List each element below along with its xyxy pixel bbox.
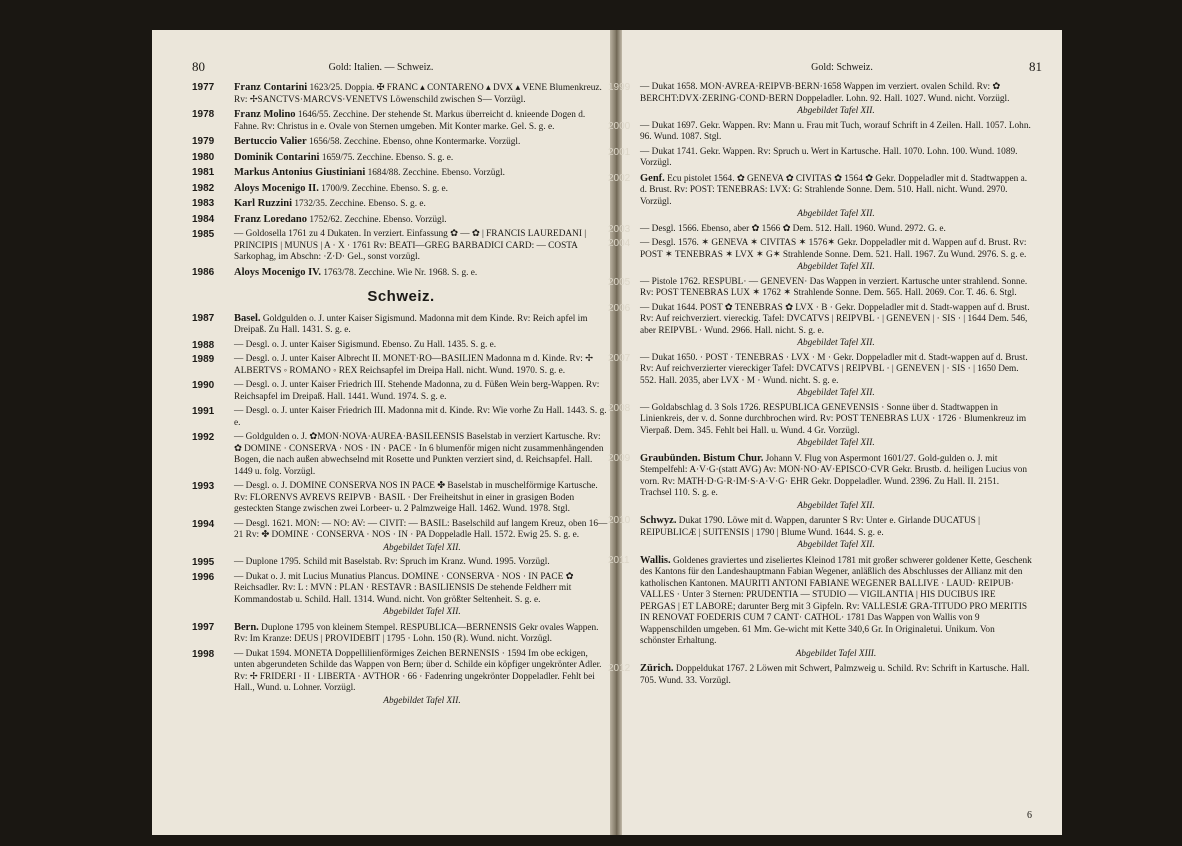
entry-text: — Goldgulden o. J. ✿MON·NOVA·AUREA·BASILEENSIS Baselstab in verziert Kartusche. Rv: ✿ DOMINE · CONSERVA · NOS · IN · PACE · In 6 blumenför migen nicht zusammenhängenden Bogen, die nach außen abwechselnd mit Rosette und Punkten verziert sind, d. Reichsapfel. Hall. 1449 u. folg. Vorzügl. — [234, 432, 604, 477]
plate-reference: Abgebildet Tafel XII. — [797, 106, 875, 116]
running-head-right — [622, 59, 1062, 78]
lot-number: 1981 — [192, 167, 215, 178]
entry-heading: Franz Contarini — [234, 82, 308, 93]
catalog-entry — [192, 313, 610, 337]
entry-text: — Desgl. o. J. unter Kaiser Friedrich III. Madonna mit d. Kinde. Rv: Wie vorhe Zu Hall. 1443. S. g. e. — [234, 406, 607, 428]
entry-heading: Aloys Mocenigo IV. — [234, 266, 322, 278]
entry-text: — Goldosella 1761 zu 4 Dukaten. In verziert. Einfassung ✿ — ✿ | FRANCIS LAUREDANI | PRINCIPIS | MUNUS | A · X · 1761 Rv: BEATI—GREG BARBADICI CARD: — COSTA Sarkophag, im Abschn: ·Z·D· Gel., sonst vorzügl. — [234, 229, 587, 262]
lot-number: 1982 — [192, 182, 215, 194]
lot-number: 2005 — [608, 276, 631, 288]
plate-reference: Abgebildet Tafel XIII. — [795, 648, 877, 659]
catalog-entry — [192, 557, 610, 569]
entry-text: — Goldabschlag d. 3 Sols 1726. RESPUBLICA GENEVENSIS · Sonne über d. Stadtwappen in Linienkreis, der v. d. Sonne durchbrochen wird. Rv: POST TENEBRAS LUX · 1726 · Blumenkreuz im Vierpaß. Dem. 345. Fehlt bei Hall. u. Wund. 4 Gr. Vorzügl. — [640, 402, 1027, 436]
lot-number: 2003 — [608, 223, 631, 235]
catalog-entry — [192, 214, 610, 227]
entry-text: — Dukat 1658. MON·AVREA·REIPVB·BERN·1658 Wappen im verziert. ovalen Schild. Rv: ✿ BERCHT:DVX·ZERING·COND·BERN Doppeladler. Lohn. 92. Hall. 1027. Wund. nicht. Vorzügl. — [640, 82, 1010, 104]
lot-number: 1996 — [192, 571, 215, 583]
entry-text: — Desgl. 1621. MON: — NO: AV: — CIVIT: — BASIL: Baselschild auf langem Kreuz, oben 16—21 Rv: ✤ DOMINE · CONSERVA · NOS · IN · PA Doppeladle Hall. 1572. Ewig 25. S. g. e. — [234, 518, 608, 540]
entry-text: — Desgl. 1576. ✶ GENEVA ✶ CIVITAS ✶ 1576✶ Gekr. Doppeladler mit d. Wappen auf d. Brust. Rv: POST ✶ TENEBRAS ✶ LVX ✶ G✶ Strahlende Sonne. Dem. 521. Hall. 1967. Zu Wund. 2976. S. g. e. — [640, 238, 1027, 260]
catalog-entry — [608, 402, 1032, 450]
entry-text: — Duplone 1795. Schild mit Baselstab. Rv: Spruch im Kranz. Wund. 1995. Vorzügl. — [234, 557, 550, 567]
entry-heading: Aloys Mocenigo II. — [234, 182, 319, 194]
entry-text: Duplone 1795 von kleinem Stempel. RESPUBLICA—BERNENSIS Gekr ovales Wappen. Rv: Im Kranze: DEUS | PROVIDEBIT | 1795 · Lohn. 150 (R). Wund. nicht. Vorzügl. — [234, 622, 599, 644]
entry-text: 1684/88. Zecchine. Ebenso. Vorzügl. — [367, 168, 505, 178]
plate-reference: Abgebildet Tafel XII. — [797, 338, 875, 348]
catalog-entry — [192, 109, 610, 133]
lot-number: 1989 — [192, 354, 215, 365]
entry-text: — Dukat 1650. · POST · TENEBRAS · LVX · M · Gekr. Doppeladler mit d. Stadt-wappen auf d. Brust. Rv: Auf reichverzierter viereckiger Tafel: DVCATVS | REIPVBL · | GENEVEN | · SIS · | 1650 Dem. 552. Hall. 2035, aber LVX · M · Wund. nicht. S. g. e. — [640, 352, 1028, 386]
entry-text: — Desgl. o. J. unter Kaiser Albrecht II. MONET·RO—BASILIEN Madonna m d. Kinde. Rv: ✢ ALBERTVS ◦ ROMANO ◦ REX Reichsapfel im Dreipa Hall. nicht. Wund. 1970. S. g. e. — [234, 354, 593, 376]
entry-text: — Dukat o. J. mit Lucius Munatius Plancus. DOMINE · CONSERVA · NOS · IN PACE ✿ Reichsadler. Rv: L : MVN : PLAN · RESTAVR : BASILIENSIS De stehende Feldherr mit Kommandostab u. Schild. Hall. 1314. Wund. nicht. Von größter Seltenheit. S. g. e. — [234, 571, 574, 605]
lot-number: 1999 — [608, 82, 631, 93]
page-number-right: 81 — [1029, 59, 1042, 74]
catalog-entry — [192, 183, 610, 196]
plate-reference: Abgebildet Tafel XII. — [383, 607, 461, 617]
entry-text: 1646/55. Zecchine. Der stehende St. Markus überreicht d. knieende Dogen d. Fahne. Rv: Christus in e. Ovale von Sternen umgeben. Mit Konter marke. Gel. S. g. e. — [234, 110, 586, 132]
lot-number: 1988 — [192, 339, 215, 351]
catalog-entry — [192, 380, 610, 403]
running-head-title-right: Gold: Schweiz. — [811, 62, 873, 73]
catalog-entry — [608, 276, 1032, 300]
catalog-entry — [192, 198, 610, 211]
plate-reference: Abgebildet Tafel XII. — [797, 262, 875, 272]
entry-heading: Markus Antonius Giustiniani — [234, 167, 366, 178]
entry-heading: Graubünden. Bistum Chur. — [640, 452, 764, 464]
entry-text: 1732/35. Zecchine. Ebenso. S. g. e. — [294, 199, 426, 209]
catalog-entry — [608, 452, 1032, 513]
lot-number: 1977 — [192, 82, 215, 93]
entry-text: — Pistole 1762. RESPUBL· — GENEVEN· Das Wappen in verziert. Kartusche unter strahlend. Sonne. Rv: POST TENEBRAS LUX ✶ 1762 ✶ Strahlende Sonne. Dem. 565. Hall. 2069. Cor. T. 46. 6. Stgl. — [640, 276, 1028, 298]
book-spread — [152, 30, 1062, 835]
plate-reference: Abgebildet Tafel XII. — [383, 695, 461, 706]
catalog-entry — [192, 82, 610, 106]
lot-number: 1994 — [192, 518, 215, 530]
entry-heading: Wallis. — [640, 554, 671, 566]
entry-heading: Karl Ruzzini — [234, 198, 293, 209]
section-title: Schweiz. — [367, 288, 435, 305]
catalog-entry — [608, 146, 1032, 170]
entry-text: Goldgulden o. J. unter Kaiser Sigismund. Madonna mit dem Kinde. Rv: Reich apfel im Dreipaß. Zu Hall. 1431. S. g. e. — [234, 313, 588, 335]
entry-text: 1763/78. Zecchine. Wie Nr. 1968. S. g. e. — [323, 267, 478, 278]
entry-text: — Dukat 1741. Gekr. Wappen. Rv: Spruch u. Wert in Kartusche. Hall. 1070. Lohn. 100. Wund. 1089. Vorzügl. — [640, 146, 1018, 168]
plate-reference: Abgebildet Tafel XII. — [797, 500, 875, 511]
entry-text: — Dukat 1697. Gekr. Wappen. Rv: Mann u. Frau mit Tuch, worauf Schrift in 4 Zeilen. Hall. 1057. Lohn. 96. Wund. 1087. Stgl. — [640, 120, 1031, 142]
entry-text: — Desgl. o. J. unter Kaiser Friedrich III. Stehende Madonna, zu d. Füßen Wein berg-Wappen. Rv: Reichsapfel im Dreipaß. Hall. 1441. Wund. 1974. S. g. e. — [234, 380, 600, 402]
entry-heading: Genf. — [640, 172, 665, 184]
right-column — [608, 82, 1032, 690]
entry-text: Dukat 1790. Löwe mit d. Wappen, darunter S Rv: Unter e. Girlande DUCATUS | REIPUBLICÆ | SUITENSIS | 1790 | Blume Wund. 1644. S. g. e. — [640, 516, 981, 538]
lot-number: 1997 — [192, 621, 215, 633]
entry-text: — Dukat 1594. MONETA Doppellilienförmiges Zeichen BERNENSIS · 1594 Im obe eckigen, unten abgerundeten Schilde das Wappen von Bern; über d. Schilde ein köpfiger ungekrönter Adler. Rv: ✢ FRIDERI · II · LIBERTA · AVTHOR · 66 · Fadenring ungekrönter Doppeladler. Fehlt bei Hall., Wund. u. Lohner. Vorzügl. — [234, 648, 602, 693]
catalog-entry — [608, 352, 1032, 400]
entry-heading: Zürich. — [640, 663, 674, 674]
catalog-entry — [192, 354, 610, 377]
entry-text: 1752/62. Zecchine. Ebenso. Vorzügl. — [309, 214, 447, 225]
lot-number: 1985 — [192, 229, 215, 240]
left-column — [192, 82, 610, 710]
plate-reference: Abgebildet Tafel XII. — [797, 438, 875, 448]
catalog-entry — [192, 649, 610, 708]
catalog-entry — [608, 302, 1032, 350]
catalog-entry — [608, 223, 1032, 236]
entry-text: 1656/58. Zecchine. Ebenso, ohne Kontermarke. Vorzügl. — [308, 137, 521, 147]
lot-number: 2000 — [608, 120, 631, 132]
right-page — [608, 30, 1062, 835]
entry-text: — Desgl. o. J. DOMINE CONSERVA NOS IN PACE ✤ Baselstab in muschelförmige Kartusche. Rv: FLORENVS AVREVS REIPVB · BASIL · Der Freiheitshut in einer in grasigen Boden gesteckten Stange zwischen zwei Lorbeer- u. 2 Palmzweige Hall. 1462. Wund. 1978. Stgl. — [234, 481, 598, 514]
catalog-entry — [192, 167, 610, 180]
catalog-entry — [608, 172, 1032, 221]
lot-number: 1979 — [192, 136, 215, 147]
entry-text: 1623/25. Doppia. ✠ FRANC ▴ CONTARENO ▴ DVX ▴ VENE Blumenkreuz. Rv: ✢SANCTVS·MARCVS·VENETVS Löwenschild zwischen S— Vorzügl. — [234, 83, 602, 105]
entry-heading: Franz Loredano — [234, 213, 308, 225]
catalog-entry — [192, 152, 610, 165]
entry-heading: Basel. — [234, 312, 261, 324]
lot-number: 2011 — [608, 554, 630, 566]
lot-number: 1980 — [192, 151, 215, 163]
entry-heading: Franz Molino — [234, 109, 296, 120]
entry-text: Goldenes graviertes und ziseliertes Kleinod 1781 mit großer schwerer goldener Kette, Geschenk des Kantons für den Landeshauptmann Fabian Wegener, anläßlich des Abschlusses der Allianz mit den katholischen Kantonen. MAURITI ANTONI FABIANE WEGENER BALLIVE · LAUD· REIPUB· VALLES · Unter 3 Sternen: PRUDENTIA — STUDIO — VIGILANTIA | HIS DUCIBUS IRE PERGAS | ET LABORE; darunter Berg mit 3 Gipfeln. Rv: VALLESIÆ GRA-TITUDO PRO MERITIS IN RENOVAT FOEDERIS CUM 7 CANT· CATHOL· 1781 Das Wappen von Wallis von 9 Wappenschilden umgeben. 61 Mm. Ge-wicht mit Kette 340,6 Gr. In Originaletui. Unikum. Von schönster Erhaltung. — [640, 555, 1032, 646]
running-head-left — [152, 59, 610, 78]
entry-text: Johann V. Flug von Aspermont 1601/27. Gold-gulden o. J. mit Stempelfehl: A·V·G·(statt AVG) Av: MON·NO·AV·EPISCO·CVR Gekr. Brustb. d. heiligen Lucius von vorn. Rv: MATH·D·G·R·IM·S·A·V·G· EHR Gekr. Doppeladler. Wund. 2396. Zu Hall. II. 2151. Trachsel 110. S. g. e. — [640, 453, 1028, 498]
lot-number: 1990 — [192, 380, 215, 391]
lot-number: 2008 — [608, 402, 631, 414]
catalog-entry — [608, 554, 1032, 661]
entry-text: Ecu pistolet 1564. ✿ GENEVA ✿ CIVITAS ✿ 1564 ✿ Gekr. Doppeladler mit d. Stadtwappen a. d. Brust. Rv: POST: TENEBRAS: LVX: G: Strahlende Sonne. Dem. 510. Hall. nicht. Wund. 2970. Vorzügl. — [640, 173, 1028, 207]
catalog-entry — [192, 432, 610, 478]
catalog-entry — [192, 136, 610, 149]
catalog-entry — [608, 82, 1032, 118]
catalog-entry — [192, 481, 610, 516]
lot-number: 1983 — [192, 198, 215, 209]
running-head-title-left: Gold: Italien. — Schweiz. — [328, 62, 434, 73]
lot-number: 2006 — [608, 302, 631, 314]
entry-text: — Desgl. 1566. Ebenso, aber ✿ 1566 ✿ Dem. 512. Hall. 1960. Wund. 2972. G. e. — [640, 223, 946, 234]
entry-text: 1659/75. Zecchine. Ebenso. S. g. e. — [321, 152, 454, 163]
entry-text: Doppeldukat 1767. 2 Löwen mit Schwert, Palmzweig u. Schild. Rv: Schrift in Kartusche. Hall. 705. Wund. 33. Vorzügl. — [640, 664, 1030, 686]
entry-text: — Dukat 1644. POST ✿ TENEBRAS ✿ LVX · B · Gekr. Doppeladler mit d. Stadt-wappen auf d. Brust. Rv: Auf reichverziert. viereckig. Tafel: DVCATVS | REIPVBL · | GENEVEN | · SIS · | 1644 Dem. 546, aber REIPVBL · Wund. 2966. Hall. nicht. S. g. e. — [640, 302, 1030, 336]
lot-number: 1987 — [192, 312, 215, 324]
left-page — [152, 30, 610, 835]
lot-number: 2010 — [608, 515, 631, 526]
plate-reference: Abgebildet Tafel XII. — [797, 209, 875, 219]
entry-text: — Desgl. o. J. unter Kaiser Sigismund. Ebenso. Zu Hall. 1435. S. g. e. — [234, 339, 497, 350]
lot-number: 2007 — [608, 352, 631, 364]
catalog-entry — [192, 622, 610, 646]
lot-number: 1992 — [192, 432, 215, 443]
entry-heading: Schwyz. — [640, 515, 677, 526]
lot-number: 1995 — [192, 557, 215, 568]
plate-reference: Abgebildet Tafel XII. — [797, 388, 875, 398]
page-number-left: 80 — [192, 59, 205, 74]
lot-number: 1986 — [192, 266, 215, 278]
lot-number: 1993 — [192, 481, 215, 492]
lot-number: 2009 — [608, 452, 631, 464]
catalog-entry — [608, 515, 1032, 552]
lot-number: 2001 — [608, 146, 631, 158]
catalog-entry — [192, 267, 610, 280]
catalog-entry — [192, 340, 610, 352]
entry-heading: Bertuccio Valier — [234, 136, 307, 147]
catalog-entry — [192, 519, 610, 555]
lot-number: 1991 — [192, 406, 215, 417]
lot-number: 2012 — [608, 663, 631, 674]
plate-reference: Abgebildet Tafel XII. — [797, 540, 875, 550]
catalog-entry — [192, 406, 610, 429]
plate-reference: Abgebildet Tafel XII. — [383, 542, 461, 553]
entry-heading: Bern. — [234, 621, 259, 633]
catalog-entry — [192, 572, 610, 619]
catalog-entry — [192, 229, 610, 264]
lot-number: 2004 — [608, 238, 631, 249]
catalog-entry — [608, 663, 1032, 687]
signature-mark: 6 — [1027, 810, 1032, 821]
lot-number: 1984 — [192, 213, 215, 225]
catalog-entry — [608, 120, 1032, 144]
catalog-entry — [608, 238, 1032, 274]
lot-number: 2002 — [608, 172, 631, 184]
entry-heading: Dominik Contarini — [234, 151, 320, 163]
entry-text: 1700/9. Zecchine. Ebenso. S. g. e. — [321, 183, 448, 194]
lot-number: 1978 — [192, 109, 215, 120]
lot-number: 1998 — [192, 648, 215, 660]
